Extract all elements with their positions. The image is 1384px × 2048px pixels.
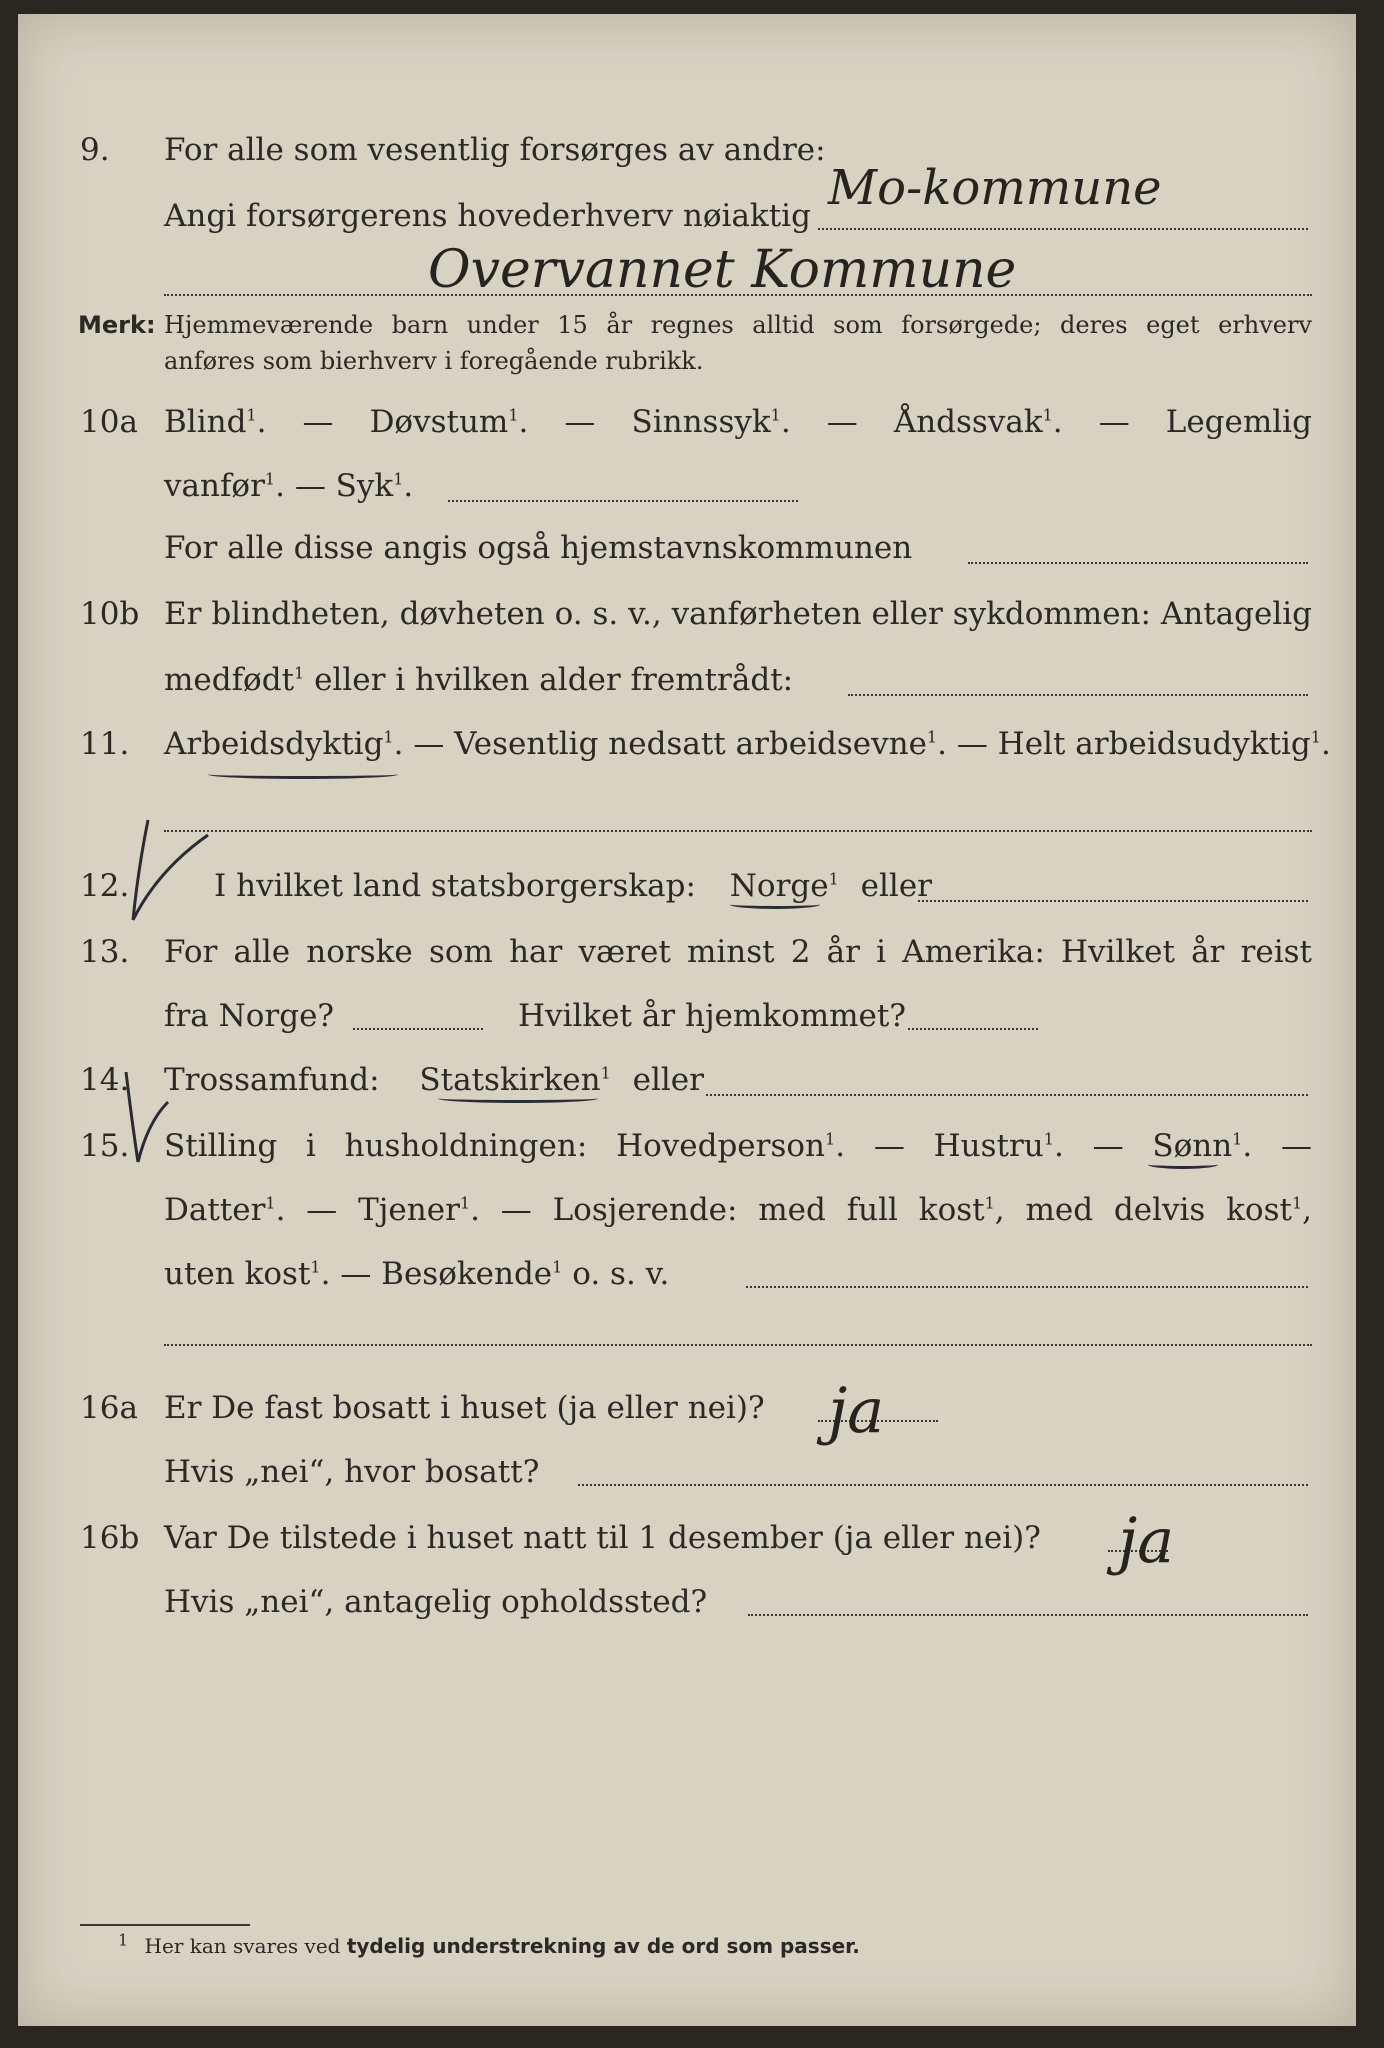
footnote-mark: 1 — [1043, 1129, 1054, 1149]
option-sinnssyk: — Sinnssyk — [564, 404, 771, 440]
option-full-kost: — Losjerende: med full kost — [500, 1192, 985, 1228]
q13-number: 13. — [80, 934, 130, 970]
q13-hjemkommet: Hvilket år hjemkommet? — [518, 998, 906, 1034]
option-nedsatt: — Vesentlig nedsatt arbeidsevne — [413, 726, 927, 762]
q10b-text: Er blindheten, døvheten o. s. v., vanførheten eller sykdommen: Antagelig — [164, 596, 1312, 632]
footnote-mark: 1 — [459, 1193, 471, 1213]
q12-answer-line — [918, 900, 1308, 902]
q15-dash: — — [1280, 1128, 1312, 1164]
q15-number: 15. — [80, 1128, 130, 1164]
q14-eller: eller — [632, 1062, 704, 1098]
q13-reist-line — [353, 1028, 483, 1030]
q14-number: 14. — [80, 1062, 130, 1098]
q12-eller: eller — [860, 868, 932, 904]
footnote-mark: 1 — [984, 1193, 995, 1213]
q14-answer-line — [706, 1094, 1308, 1096]
q10a-options: Blind$^1$. — Døvstum$^1$. — Sinnssyk$^1$. — Åndssvak$^1$. — Legemlig — [164, 404, 1312, 440]
q12-text — [214, 866, 932, 906]
q10b-answer-line — [848, 694, 1308, 696]
option-vanfor: vanfør — [164, 468, 265, 504]
q13-text: For alle norske som har været minst 2 år i Amerika: Hvilket år reist — [164, 934, 1312, 970]
q10a-number: 10a — [80, 404, 138, 440]
statskirken-underline — [438, 1094, 598, 1103]
q14-label: Trossamfund: — [164, 1062, 380, 1098]
footnote-mark: 1 — [1310, 727, 1321, 747]
footnote-mark: 1 — [825, 1129, 836, 1149]
footnote-rule — [80, 1924, 250, 1926]
q15-label: Stilling i husholdningen: — [164, 1128, 588, 1164]
q12-number: 12. — [80, 868, 130, 904]
arbeidsdyktig-underline — [208, 770, 398, 779]
merk-line1: Hjemmeværende barn under 15 år regnes alltid som forsørgede; deres eget erhverv — [164, 311, 1312, 339]
merk-label: Merk: — [78, 311, 156, 339]
q15-answer-line — [746, 1286, 1308, 1288]
footnote-mark: 1 — [393, 469, 404, 489]
q9-text: For alle som vesentlig forsørges av andre: — [164, 132, 826, 168]
q11-options: Arbeidsdyktig$^1$. — Vesentlig nedsatt arbeidsevne$^1$. — Helt arbeidsudyktig$^1$. — [164, 726, 1331, 762]
q13-hjemkommet-line — [908, 1028, 1038, 1030]
option-tjener: — Tjener — [306, 1192, 460, 1228]
q9-answer-line — [818, 228, 1308, 230]
q16b-text-2: Hvis „nei“, antagelig opholdssted? — [164, 1584, 708, 1620]
footnote-mark: 1 — [310, 1257, 321, 1277]
footnote-mark: 1 — [1042, 405, 1053, 425]
footnote-mark: 1 — [828, 869, 839, 889]
footnote-mark: 1 — [770, 405, 781, 425]
q16b-handwritten-answer: ja — [1118, 1504, 1175, 1577]
q15-answer-line-2 — [164, 1344, 1312, 1346]
option-legemlig: — Legemlig — [1098, 404, 1312, 440]
option-delvis-kost: , med delvis kost — [994, 1192, 1292, 1228]
q10b-number: 10b — [80, 596, 140, 632]
census-form-page — [18, 14, 1356, 2026]
option-uten-kost: uten kost — [164, 1256, 311, 1292]
q10a-line3-text: For alle disse angis også hjemstavnskommunen — [164, 530, 913, 566]
q10b-line2-text — [164, 660, 793, 700]
option-blind: Blind — [164, 404, 247, 440]
q16b-number: 16b — [80, 1520, 140, 1556]
q15-options-1: Stilling i husholdningen: Hovedperson$^1$. — Hustru$^1$. — Sønn$^1$. — — [164, 1128, 1312, 1164]
q15-osv: o. s. v. — [572, 1256, 670, 1292]
q9-answer-line-2 — [164, 294, 1312, 296]
option-dovstum: — Døvstum — [302, 404, 509, 440]
footnote-mark: 1 — [1291, 1193, 1303, 1213]
option-datter: Datter — [164, 1192, 266, 1228]
footnote-mark: 1 — [246, 405, 257, 425]
q13-fra-norge: fra Norge? — [164, 998, 335, 1034]
q16b-opholdssted-line — [748, 1614, 1308, 1616]
option-sonn: — Sønn — [1092, 1128, 1233, 1164]
option-udyktig: — Helt arbeidsudyktig — [956, 726, 1311, 762]
q15-line3-text: uten kost$^1$. — Besøkende$^1$ o. s. v. — [164, 1256, 670, 1292]
option-syk: — Syk — [294, 468, 394, 504]
q11-number: 11. — [80, 726, 130, 762]
footnote-mark: 1 — [600, 1063, 611, 1083]
footnote-mark: 1 — [552, 1257, 563, 1277]
q16a-text-2: Hvis „nei“, hvor bosatt? — [164, 1454, 540, 1490]
option-andssvak: — Åndssvak — [826, 404, 1043, 440]
footnote-mark: 1 — [926, 727, 938, 747]
footnote-mark: 1 — [383, 727, 394, 747]
q15-options-2: Datter$^1$. — Tjener$^1$. — Losjerende: med full kost$^1$, med delvis kost$^1$, — [164, 1192, 1313, 1228]
q11-answer-line — [164, 830, 1312, 832]
footnote-mark: 1 — [1232, 1129, 1243, 1149]
q15-comma: , — [1302, 1192, 1313, 1228]
option-statskirken: Statskirken — [419, 1062, 601, 1098]
footnote-mark: 1 — [294, 663, 305, 683]
footnote-mark: 1 — [118, 1930, 129, 1950]
q9-number: 9. — [80, 132, 110, 168]
norge-underline — [730, 900, 820, 909]
q16a-text: Er De fast bosatt i huset (ja eller nei)? — [164, 1390, 765, 1426]
option-besokende: — Besøkende — [340, 1256, 553, 1292]
footnote-mark: 1 — [508, 405, 519, 425]
q10a-syk-line — [448, 500, 798, 502]
option-hustru: — Hustru — [873, 1128, 1044, 1164]
q10a-hjemstavn-line — [968, 562, 1308, 564]
q16a-bosatt-line — [578, 1484, 1308, 1486]
footnote-bold-text: tydelig understrekning av de ord som passer. — [346, 1934, 860, 1958]
footnote — [118, 1930, 860, 1958]
q14-text — [164, 1060, 704, 1100]
q9-text-2: Angi forsørgerens hovederhverv nøiaktig — [164, 198, 811, 234]
q9-handwritten-answer-1: Mo-kommune — [828, 160, 1162, 216]
q16a-number: 16a — [80, 1390, 138, 1426]
footnote-mark: 1 — [265, 1193, 276, 1213]
option-norge: Norge — [729, 868, 829, 904]
option-hovedperson: Hovedperson — [616, 1128, 826, 1164]
footnote-mark: 1 — [264, 469, 276, 489]
option-arbeidsdyktig: Arbeidsdyktig — [164, 726, 384, 762]
footnote-text: Her kan svares ved — [144, 1934, 341, 1958]
q12-label: I hvilket land statsborgerskap: — [214, 868, 696, 904]
option-medfodt: medfødt — [164, 662, 295, 698]
q9-handwritten-answer-2: Overvannet Kommune — [428, 240, 1017, 300]
q10a-line2-text: vanfør$^1$. — Syk$^1$. — [164, 468, 414, 504]
q16b-text: Var De tilstede i huset natt til 1 desember (ja eller nei)? — [164, 1520, 1041, 1556]
merk-line2: anføres som bierhverv i foregående rubrikk. — [164, 347, 704, 375]
q16a-handwritten-answer: ja — [828, 1374, 885, 1447]
sonn-underline — [1148, 1160, 1218, 1169]
q10b-alder: eller i hvilken alder fremtrådt: — [314, 662, 794, 698]
